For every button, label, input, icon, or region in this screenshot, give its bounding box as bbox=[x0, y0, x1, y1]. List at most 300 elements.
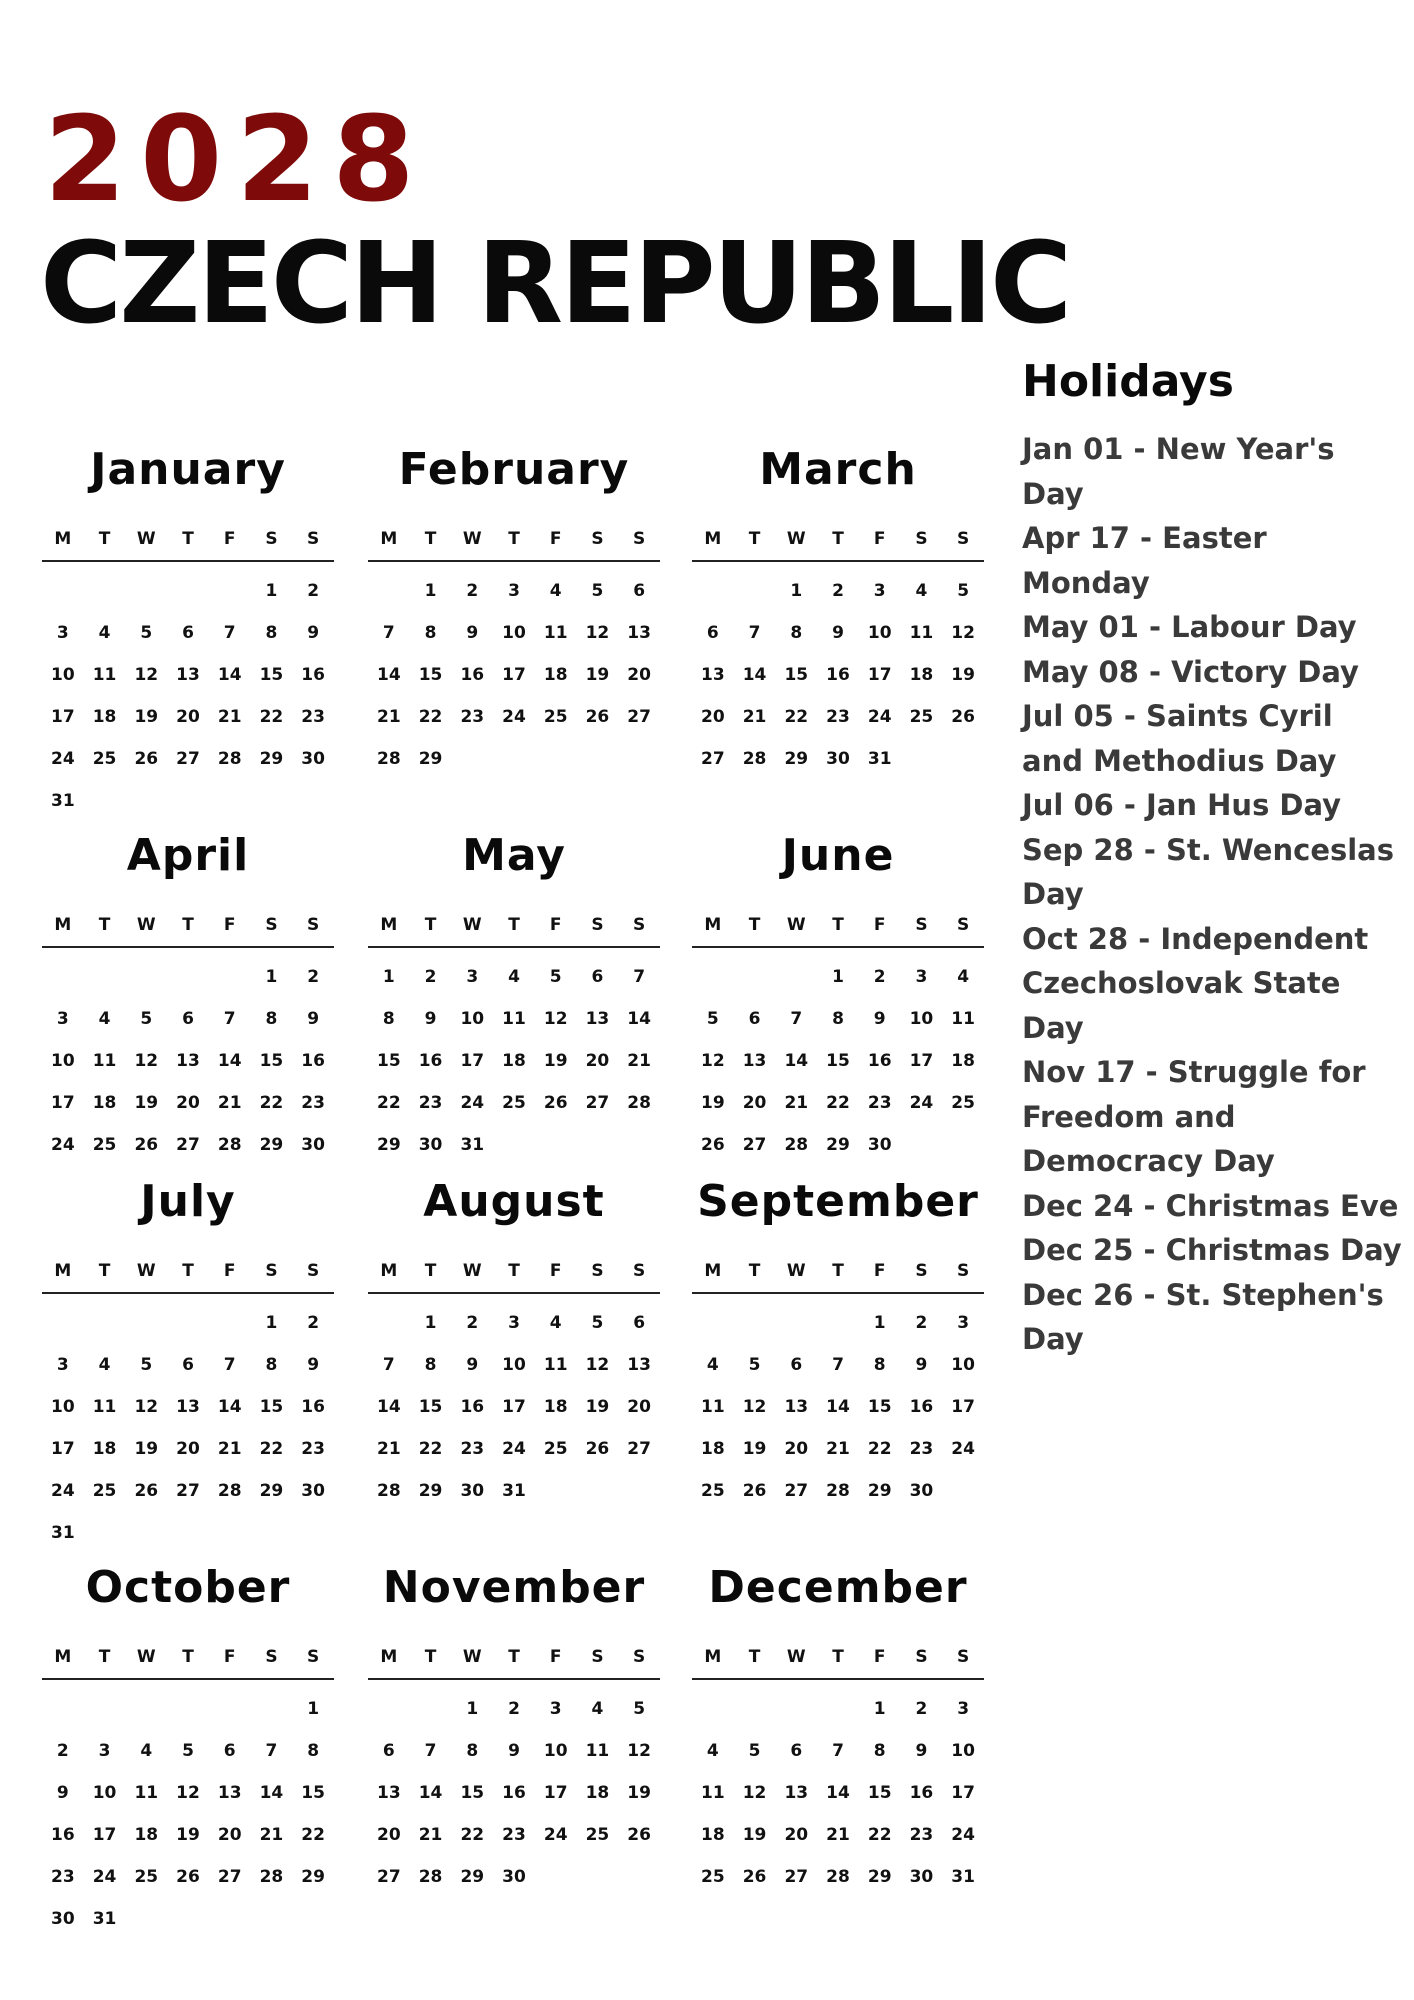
day-cell: 14 bbox=[217, 1397, 242, 1417]
day-cell: 25 bbox=[701, 1867, 725, 1887]
day-cell: 23 bbox=[909, 1439, 934, 1459]
day-cell: 16 bbox=[301, 1051, 325, 1071]
weekday-label: W bbox=[786, 1261, 806, 1281]
day-cell: 4 bbox=[706, 1355, 719, 1375]
month-name: May bbox=[462, 830, 566, 881]
weekday-divider bbox=[42, 946, 334, 948]
day-cell: 23 bbox=[826, 707, 850, 727]
day-cell: 3 bbox=[56, 1009, 69, 1029]
day-cell: 4 bbox=[549, 581, 562, 601]
day-cell: 30 bbox=[909, 1867, 934, 1887]
day-cell: 1 bbox=[424, 1313, 437, 1333]
day-cell: 9 bbox=[424, 1009, 437, 1029]
day-cell: 20 bbox=[217, 1825, 242, 1845]
day-cell: 6 bbox=[633, 1313, 646, 1333]
weekday-label: M bbox=[704, 915, 722, 935]
weekday-label: S bbox=[265, 1647, 278, 1667]
day-cell: 9 bbox=[307, 1355, 320, 1375]
day-cell: 23 bbox=[909, 1825, 934, 1845]
day-cell: 1 bbox=[265, 581, 278, 601]
day-cell: 31 bbox=[867, 749, 892, 769]
day-cell: 24 bbox=[951, 1439, 975, 1459]
day-cell: 27 bbox=[701, 749, 725, 769]
weekday-header bbox=[42, 524, 334, 554]
day-cell: 7 bbox=[424, 1741, 437, 1761]
day-cell: 24 bbox=[51, 749, 75, 769]
day-cell: 17 bbox=[502, 1397, 526, 1417]
day-cell: 16 bbox=[301, 1397, 325, 1417]
day-cell: 25 bbox=[502, 1093, 526, 1113]
weekday-label: W bbox=[786, 529, 806, 549]
weekday-header bbox=[368, 910, 660, 940]
weekday-label: T bbox=[182, 1647, 194, 1667]
empty-day-cell bbox=[84, 1688, 126, 1730]
day-cell: 4 bbox=[706, 1741, 719, 1761]
weekday-label: M bbox=[704, 1647, 722, 1667]
day-cell: 25 bbox=[543, 1439, 568, 1459]
day-cell: 20 bbox=[176, 1093, 200, 1113]
day-cell: 24 bbox=[543, 1825, 568, 1845]
empty-day-cell bbox=[775, 1302, 817, 1344]
empty-day-cell bbox=[42, 1688, 84, 1730]
day-cell: 26 bbox=[742, 1481, 767, 1501]
day-cell: 7 bbox=[832, 1355, 844, 1375]
day-cell: 28 bbox=[217, 1135, 242, 1155]
day-cell: 18 bbox=[92, 707, 117, 727]
weekday-label: T bbox=[98, 915, 111, 935]
month-name: February bbox=[398, 444, 630, 495]
holiday-item: Jul 05 - Saints Cyril and Methodius Day bbox=[1022, 699, 1337, 778]
day-cell: 26 bbox=[585, 707, 610, 727]
empty-day-cell bbox=[167, 1302, 209, 1344]
day-cell: 20 bbox=[627, 665, 651, 685]
day-cell: 11 bbox=[134, 1783, 159, 1803]
weekday-header bbox=[368, 1256, 660, 1286]
day-cell: 26 bbox=[742, 1867, 767, 1887]
day-cell: 25 bbox=[92, 1481, 117, 1501]
holiday-list bbox=[1022, 427, 1402, 1362]
day-cell: 17 bbox=[51, 1093, 75, 1113]
weekday-label: W bbox=[462, 529, 482, 549]
day-cell: 8 bbox=[307, 1741, 320, 1761]
weekday-divider bbox=[368, 946, 660, 948]
empty-day-cell bbox=[692, 570, 734, 612]
day-cell: 21 bbox=[418, 1825, 443, 1845]
day-cell: 31 bbox=[951, 1867, 975, 1887]
weekday-label: T bbox=[832, 1647, 844, 1667]
day-cell: 6 bbox=[790, 1355, 803, 1375]
weekday-label: S bbox=[915, 1647, 928, 1667]
day-cell: 10 bbox=[51, 665, 75, 685]
day-cell: 24 bbox=[951, 1825, 975, 1845]
empty-day-cell bbox=[734, 570, 776, 612]
empty-day-cell bbox=[775, 1688, 817, 1730]
day-cell: 6 bbox=[790, 1741, 803, 1761]
weekday-label: F bbox=[873, 1647, 886, 1667]
day-cell: 2 bbox=[466, 581, 479, 601]
day-cell: 12 bbox=[134, 1051, 159, 1071]
weekday-label: S bbox=[633, 1261, 646, 1281]
day-cell: 14 bbox=[259, 1783, 284, 1803]
empty-day-cell bbox=[368, 570, 410, 612]
day-cell: 25 bbox=[92, 749, 117, 769]
day-cell: 24 bbox=[51, 1135, 75, 1155]
day-cell: 5 bbox=[140, 623, 153, 643]
day-cell: 29 bbox=[301, 1867, 325, 1887]
day-cell: 14 bbox=[377, 665, 401, 685]
day-cell: 3 bbox=[98, 1741, 111, 1761]
country-title: CZECH REPUBLIC bbox=[40, 219, 1070, 349]
day-cell: 22 bbox=[418, 1439, 443, 1459]
day-cell: 23 bbox=[51, 1867, 75, 1887]
day-cell: 21 bbox=[826, 1439, 850, 1459]
empty-day-cell bbox=[410, 1688, 452, 1730]
day-cell: 4 bbox=[140, 1741, 153, 1761]
day-cell: 7 bbox=[382, 623, 395, 643]
day-cell: 5 bbox=[633, 1699, 646, 1719]
day-cell: 28 bbox=[784, 1135, 809, 1155]
day-cell: 4 bbox=[957, 967, 970, 987]
day-cell: 15 bbox=[460, 1783, 485, 1803]
day-cell: 4 bbox=[549, 1313, 562, 1333]
weekday-label: T bbox=[424, 1261, 437, 1281]
day-grid bbox=[692, 570, 984, 780]
day-cell: 1 bbox=[265, 1313, 278, 1333]
day-cell: 1 bbox=[424, 581, 437, 601]
weekday-label: S bbox=[307, 529, 320, 549]
empty-day-cell bbox=[209, 1688, 251, 1730]
day-cell: 28 bbox=[217, 749, 242, 769]
weekday-label: F bbox=[549, 1647, 562, 1667]
day-cell: 26 bbox=[627, 1825, 651, 1845]
day-cell: 3 bbox=[508, 581, 520, 601]
weekday-label: S bbox=[265, 915, 278, 935]
day-cell: 22 bbox=[867, 1439, 892, 1459]
day-cell: 8 bbox=[873, 1355, 886, 1375]
weekday-label: T bbox=[508, 529, 520, 549]
weekday-divider bbox=[42, 560, 334, 562]
day-cell: 10 bbox=[502, 1355, 526, 1375]
day-cell: 25 bbox=[701, 1481, 725, 1501]
weekday-label: W bbox=[136, 529, 156, 549]
day-cell: 17 bbox=[867, 665, 892, 685]
day-cell: 14 bbox=[217, 665, 242, 685]
day-cell: 31 bbox=[460, 1135, 485, 1155]
day-cell: 18 bbox=[543, 665, 568, 685]
day-cell: 7 bbox=[790, 1009, 803, 1029]
day-cell: 1 bbox=[790, 581, 803, 601]
day-grid bbox=[368, 1302, 660, 1512]
empty-day-cell bbox=[84, 570, 126, 612]
day-cell: 11 bbox=[909, 623, 934, 643]
day-cell: 22 bbox=[867, 1825, 892, 1845]
day-cell: 20 bbox=[585, 1051, 610, 1071]
day-cell: 14 bbox=[627, 1009, 651, 1029]
day-cell: 18 bbox=[92, 1093, 117, 1113]
empty-day-cell bbox=[368, 1302, 410, 1344]
month-april bbox=[42, 826, 334, 1166]
day-cell: 26 bbox=[134, 1135, 159, 1155]
weekday-label: F bbox=[873, 529, 886, 549]
weekday-label: T bbox=[424, 529, 437, 549]
month-august bbox=[368, 1172, 660, 1512]
empty-day-cell bbox=[167, 570, 209, 612]
day-cell: 11 bbox=[92, 665, 117, 685]
day-cell: 11 bbox=[585, 1741, 610, 1761]
day-cell: 26 bbox=[176, 1867, 200, 1887]
weekday-label: T bbox=[424, 915, 437, 935]
weekday-label: T bbox=[182, 1261, 194, 1281]
empty-day-cell bbox=[125, 1302, 167, 1344]
weekday-divider bbox=[42, 1292, 334, 1294]
weekday-header bbox=[692, 910, 984, 940]
weekday-divider bbox=[692, 560, 984, 562]
weekday-header bbox=[692, 524, 984, 554]
month-february bbox=[368, 440, 660, 780]
day-cell: 28 bbox=[627, 1093, 651, 1113]
weekday-label: M bbox=[54, 1647, 72, 1667]
day-cell: 19 bbox=[134, 707, 159, 727]
day-cell: 29 bbox=[259, 749, 284, 769]
day-cell: 6 bbox=[182, 1355, 194, 1375]
day-cell: 18 bbox=[701, 1825, 725, 1845]
weekday-label: S bbox=[957, 529, 970, 549]
day-cell: 13 bbox=[176, 1051, 200, 1071]
day-cell: 9 bbox=[466, 623, 479, 643]
day-cell: 15 bbox=[418, 1397, 443, 1417]
day-cell: 30 bbox=[460, 1481, 485, 1501]
day-cell: 16 bbox=[502, 1783, 526, 1803]
day-cell: 13 bbox=[377, 1783, 401, 1803]
holiday-item: Oct 28 - Independent Czechoslovak State Day bbox=[1022, 921, 1369, 1045]
day-cell: 9 bbox=[873, 1009, 886, 1029]
day-cell: 1 bbox=[382, 967, 395, 987]
day-cell: 5 bbox=[706, 1009, 719, 1029]
day-cell: 1 bbox=[466, 1699, 479, 1719]
day-cell: 31 bbox=[92, 1909, 117, 1929]
weekday-label: F bbox=[223, 1647, 236, 1667]
day-cell: 19 bbox=[742, 1439, 767, 1459]
day-cell: 16 bbox=[460, 665, 485, 685]
day-cell: 2 bbox=[915, 1313, 928, 1333]
day-cell: 24 bbox=[502, 707, 526, 727]
day-grid bbox=[692, 1302, 984, 1512]
day-cell: 30 bbox=[51, 1909, 75, 1929]
day-cell: 8 bbox=[873, 1741, 886, 1761]
day-cell: 27 bbox=[176, 749, 200, 769]
weekday-label: S bbox=[591, 529, 604, 549]
weekday-label: T bbox=[832, 529, 844, 549]
weekday-label: T bbox=[424, 1647, 437, 1667]
day-cell: 2 bbox=[915, 1699, 928, 1719]
day-cell: 4 bbox=[98, 1009, 111, 1029]
weekday-label: F bbox=[549, 1261, 562, 1281]
empty-day-cell bbox=[42, 956, 84, 998]
day-cell: 24 bbox=[909, 1093, 934, 1113]
day-cell: 23 bbox=[418, 1093, 443, 1113]
empty-day-cell bbox=[167, 956, 209, 998]
day-cell: 16 bbox=[909, 1783, 934, 1803]
day-cell: 20 bbox=[176, 1439, 200, 1459]
day-cell: 7 bbox=[382, 1355, 395, 1375]
months-grid bbox=[42, 440, 990, 1940]
month-june bbox=[692, 826, 984, 1166]
day-cell: 5 bbox=[591, 581, 604, 601]
day-cell: 5 bbox=[957, 581, 970, 601]
day-cell: 15 bbox=[418, 665, 443, 685]
day-cell: 14 bbox=[217, 1051, 242, 1071]
weekday-label: S bbox=[915, 915, 928, 935]
day-grid bbox=[42, 956, 334, 1166]
day-cell: 27 bbox=[176, 1481, 200, 1501]
day-cell: 5 bbox=[591, 1313, 604, 1333]
day-cell: 12 bbox=[627, 1741, 651, 1761]
day-cell: 2 bbox=[424, 967, 437, 987]
day-cell: 18 bbox=[92, 1439, 117, 1459]
day-cell: 13 bbox=[784, 1397, 809, 1417]
day-cell: 27 bbox=[784, 1481, 809, 1501]
day-cell: 16 bbox=[418, 1051, 443, 1071]
day-cell: 5 bbox=[748, 1355, 761, 1375]
day-cell: 14 bbox=[826, 1783, 850, 1803]
weekday-label: T bbox=[182, 915, 194, 935]
day-cell: 2 bbox=[307, 967, 320, 987]
weekday-label: T bbox=[182, 529, 194, 549]
day-cell: 10 bbox=[51, 1051, 75, 1071]
holidays-title: Holidays bbox=[1022, 356, 1234, 407]
day-cell: 11 bbox=[701, 1783, 725, 1803]
day-cell: 12 bbox=[134, 1397, 159, 1417]
day-cell: 14 bbox=[418, 1783, 443, 1803]
empty-day-cell bbox=[734, 1688, 776, 1730]
day-cell: 5 bbox=[140, 1355, 153, 1375]
day-cell: 7 bbox=[748, 623, 761, 643]
weekday-label: T bbox=[508, 915, 520, 935]
weekday-label: T bbox=[748, 915, 761, 935]
day-cell: 16 bbox=[909, 1397, 934, 1417]
day-cell: 29 bbox=[867, 1867, 892, 1887]
day-cell: 23 bbox=[502, 1825, 526, 1845]
day-cell: 27 bbox=[627, 1439, 651, 1459]
month-september bbox=[692, 1172, 984, 1512]
day-grid bbox=[42, 570, 334, 822]
day-cell: 14 bbox=[742, 665, 767, 685]
weekday-label: M bbox=[704, 1261, 722, 1281]
day-cell: 17 bbox=[460, 1051, 485, 1071]
day-cell: 12 bbox=[585, 1355, 610, 1375]
empty-day-cell bbox=[734, 1302, 776, 1344]
day-cell: 10 bbox=[460, 1009, 485, 1029]
day-cell: 21 bbox=[784, 1093, 809, 1113]
month-name: December bbox=[708, 1562, 968, 1613]
empty-day-cell bbox=[209, 956, 251, 998]
weekday-label: S bbox=[633, 529, 646, 549]
holiday-item: May 01 - Labour Day bbox=[1022, 610, 1357, 644]
weekday-label: S bbox=[265, 1261, 278, 1281]
day-cell: 10 bbox=[951, 1741, 975, 1761]
day-cell: 8 bbox=[265, 623, 278, 643]
day-cell: 14 bbox=[377, 1397, 401, 1417]
weekday-label: S bbox=[633, 1647, 646, 1667]
day-cell: 19 bbox=[627, 1783, 651, 1803]
day-cell: 17 bbox=[951, 1783, 975, 1803]
day-cell: 31 bbox=[51, 791, 75, 811]
day-cell: 2 bbox=[307, 581, 320, 601]
day-cell: 4 bbox=[98, 623, 111, 643]
day-cell: 30 bbox=[867, 1135, 892, 1155]
weekday-label: T bbox=[98, 1647, 111, 1667]
day-cell: 11 bbox=[543, 623, 568, 643]
day-cell: 9 bbox=[307, 1009, 320, 1029]
day-cell: 31 bbox=[502, 1481, 526, 1501]
day-cell: 9 bbox=[466, 1355, 479, 1375]
day-cell: 15 bbox=[867, 1397, 892, 1417]
day-cell: 6 bbox=[182, 1009, 194, 1029]
day-cell: 20 bbox=[627, 1397, 651, 1417]
day-cell: 6 bbox=[382, 1741, 395, 1761]
weekday-label: T bbox=[748, 1261, 761, 1281]
day-cell: 15 bbox=[259, 1397, 284, 1417]
day-cell: 22 bbox=[418, 707, 443, 727]
day-cell: 12 bbox=[701, 1051, 725, 1071]
calendar-year: 2028 bbox=[44, 90, 429, 228]
day-cell: 19 bbox=[701, 1093, 725, 1113]
weekday-label: S bbox=[307, 1647, 320, 1667]
day-cell: 28 bbox=[217, 1481, 242, 1501]
day-cell: 6 bbox=[706, 623, 719, 643]
month-name: November bbox=[382, 1562, 646, 1613]
day-cell: 24 bbox=[502, 1439, 526, 1459]
weekday-label: S bbox=[957, 1261, 970, 1281]
day-cell: 3 bbox=[466, 967, 479, 987]
day-cell: 15 bbox=[259, 1051, 284, 1071]
day-cell: 6 bbox=[748, 1009, 761, 1029]
weekday-header bbox=[692, 1642, 984, 1672]
day-cell: 27 bbox=[377, 1867, 401, 1887]
day-cell: 30 bbox=[502, 1867, 526, 1887]
day-grid bbox=[42, 1688, 334, 1940]
weekday-label: W bbox=[136, 1647, 156, 1667]
weekday-divider bbox=[368, 560, 660, 562]
day-cell: 13 bbox=[742, 1051, 767, 1071]
weekday-label: W bbox=[462, 915, 482, 935]
day-cell: 24 bbox=[867, 707, 892, 727]
weekday-divider bbox=[42, 1678, 334, 1680]
month-name: March bbox=[759, 444, 917, 495]
holiday-item: Nov 17 - Struggle for Freedom and Democracy Day bbox=[1022, 1055, 1366, 1178]
weekday-label: S bbox=[915, 1261, 928, 1281]
day-cell: 5 bbox=[748, 1741, 761, 1761]
day-cell: 6 bbox=[591, 967, 604, 987]
day-cell: 3 bbox=[957, 1313, 970, 1333]
day-cell: 15 bbox=[259, 665, 284, 685]
day-cell: 22 bbox=[377, 1093, 401, 1113]
day-cell: 8 bbox=[832, 1009, 844, 1029]
day-cell: 9 bbox=[307, 623, 320, 643]
day-cell: 1 bbox=[832, 967, 844, 987]
weekday-label: S bbox=[591, 915, 604, 935]
day-cell: 28 bbox=[259, 1867, 284, 1887]
day-cell: 17 bbox=[909, 1051, 934, 1071]
day-cell: 16 bbox=[51, 1825, 75, 1845]
day-cell: 2 bbox=[56, 1741, 69, 1761]
day-cell: 14 bbox=[784, 1051, 809, 1071]
day-cell: 12 bbox=[585, 623, 610, 643]
day-cell: 22 bbox=[826, 1093, 850, 1113]
day-cell: 8 bbox=[424, 1355, 437, 1375]
day-cell: 21 bbox=[826, 1825, 850, 1845]
day-cell: 26 bbox=[543, 1093, 568, 1113]
